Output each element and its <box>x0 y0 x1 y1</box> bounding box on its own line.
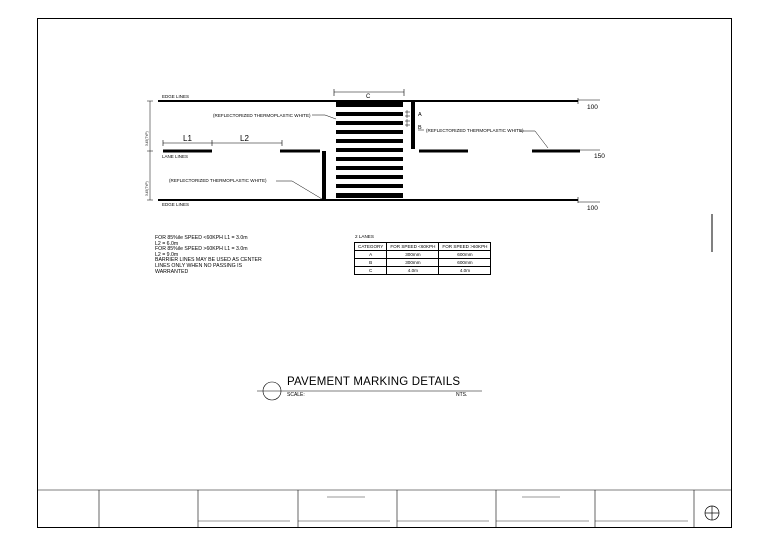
reflectorized-label-3: (REFLECTORIZED THERMOPLASTIC WHITE) <box>169 178 267 183</box>
leader-2 <box>520 131 548 148</box>
dimension-c: C <box>366 94 371 100</box>
table-cell: 600mm <box>439 251 491 259</box>
stop-line-right <box>411 101 415 149</box>
table-cell: 300mm <box>387 259 439 267</box>
speed-notes <box>155 236 295 275</box>
note-line: WARRANTED <box>155 268 189 275</box>
note-line: LINES ONLY WHEN NO PASSING IS <box>155 262 243 269</box>
dimension-l2: L2 <box>240 134 249 143</box>
table-header: CATEGORY <box>355 243 387 251</box>
note-line: L2 = 6.0m <box>155 240 179 247</box>
lane-width-2: 3.45(TYP) <box>145 181 149 196</box>
note-line: L2 = 9.0m <box>155 251 179 258</box>
page-title: PAVEMENT MARKING DETAILS <box>287 376 461 388</box>
zebra-crosswalk <box>336 102 403 198</box>
category-table <box>354 242 491 275</box>
title-block-grid <box>37 490 732 528</box>
scale-value: NTS. <box>456 392 468 398</box>
scale-label: SCALE: <box>287 392 305 398</box>
table-cell: 300mm <box>387 251 439 259</box>
reflectorized-label-2: (REFLECTORIZED THERMOPLASTIC WHITE) <box>426 128 524 133</box>
stop-line-left <box>322 151 326 201</box>
edge-lines-bottom-label: EDGE LINES <box>162 202 190 207</box>
width-top: 100 <box>587 104 598 111</box>
edge-lines-top-label: EDGE LINES <box>162 94 190 99</box>
width-bottom: 100 <box>587 205 598 212</box>
table-cell: 4.0m <box>387 267 439 275</box>
note-line: FOR 85%ile SPEED >60KPH L1 = 3.0m <box>155 246 248 253</box>
note-line: BARRIER LINES MAY BE USED AS CENTER <box>155 257 262 264</box>
table-cell: A <box>355 251 387 259</box>
table-cell: B <box>355 259 387 267</box>
table-cell: 4.0m <box>439 267 491 275</box>
dimension-l1: L1 <box>183 134 192 143</box>
width-mid: 150 <box>594 153 605 160</box>
table-row <box>355 251 491 259</box>
note-line: FOR 85%ile SPEED <60KPH L1 = 3.0m <box>155 235 248 241</box>
lane-lines-label: LANE LINES <box>162 154 189 159</box>
table-cell: 600mm <box>439 259 491 267</box>
table-caption: 2 LANES <box>355 234 374 239</box>
dimension-b: B <box>418 125 422 131</box>
dimension-a: A <box>418 112 422 118</box>
table-header-row <box>355 243 491 251</box>
table-row <box>355 267 491 275</box>
lane-width-1: 3.45(TYP) <box>145 131 149 146</box>
table-cell: C <box>355 267 387 275</box>
leader-1 <box>312 115 336 119</box>
table-header: FOR SPEED <60KPH <box>387 243 439 251</box>
reflectorized-label-1: (REFLECTORIZED THERMOPLASTIC WHITE) <box>213 113 311 118</box>
table-row <box>355 259 491 267</box>
north-arrow-icon <box>705 506 719 520</box>
table-header: FOR SPEED >60KPH <box>439 243 491 251</box>
leader-3 <box>276 181 322 199</box>
